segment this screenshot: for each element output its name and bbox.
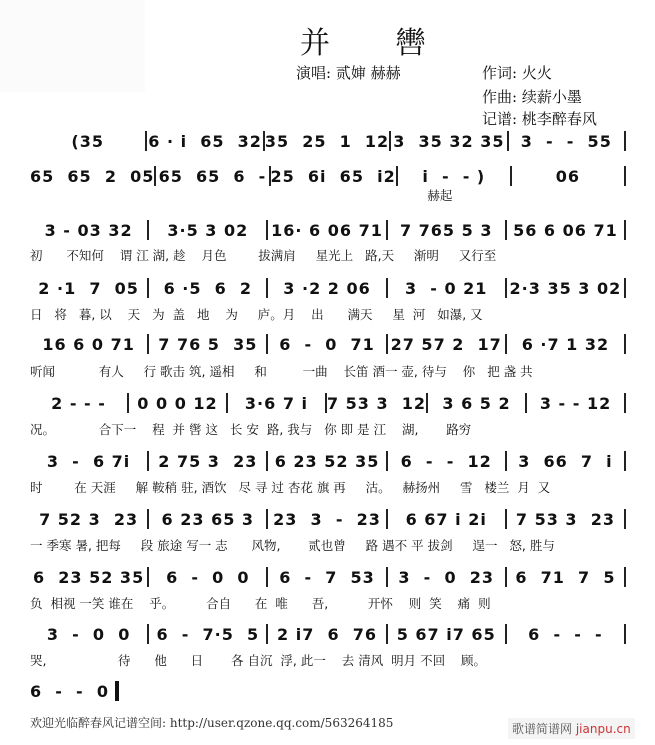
measure: 6 71 7 5 (515, 567, 616, 587)
measure: 56 6 06 71 (513, 220, 618, 240)
measure: 23 3 - 23 (273, 509, 381, 529)
measure: 6 · i 65 32 (148, 131, 262, 151)
barline (624, 451, 626, 471)
watermark-cn: 歌谱简谱网 (512, 722, 573, 736)
measure: 2 - - - (51, 393, 106, 413)
measure: 6 23 52 35 (32, 567, 145, 587)
lyricist-credit: 作词: 火火 (482, 64, 552, 82)
barline (624, 334, 626, 354)
measure: 3 35 32 35 (393, 131, 505, 151)
measure: 7 53 3 23 (515, 509, 615, 529)
measure: i - - ) (422, 166, 486, 186)
notation-row (30, 392, 626, 414)
lyrics-line: 一 季寒 暑, 把每 段 旅途 写一 志 风物, 贰也曾 路 遇不 平 拔剑 逞一 怒, 胜与 (30, 538, 555, 553)
measure: 16 6 0 71 (42, 334, 135, 354)
measure: 3 66 7 i (518, 451, 613, 471)
measure: 7 53 3 12 (326, 393, 427, 413)
notation-row (30, 508, 626, 530)
notation-row (30, 566, 626, 588)
measure: 16· 6 06 71 (271, 220, 383, 240)
measure: 7 52 3 23 (39, 509, 139, 529)
barline (624, 567, 626, 587)
measure: 3 ·2 2 06 (283, 278, 371, 298)
notation-row (30, 165, 626, 187)
measure: 2 i7 6 76 (277, 624, 377, 644)
lyrics-line: 况。 合下一 程 并 辔 这 长 安 路, 我与 你 即 是 江 湖, 路穷 (30, 422, 472, 437)
lyrics-line: 哭, 待 他 日 各 自沉 浮, 此一 去 清风 明月 不回 顾。 (30, 653, 487, 668)
measure: 65 65 6 - (158, 166, 267, 186)
measure: 6 23 65 3 (161, 509, 255, 529)
measure: 6 ·5 6 2 (163, 278, 253, 298)
measure: 6 - - 0 (30, 681, 109, 701)
measure: 6 - 7·5 5 (156, 624, 260, 644)
singer-credit: 演唱: 贰婶 赫赫 (296, 64, 401, 82)
barline (624, 131, 626, 151)
measure: 6 ·7 1 32 (521, 334, 610, 354)
lyrics-line: 初 不知何 谓 江 湖, 趁 月色 拔满肩 星光上 路,天 渐明 又行至 (30, 248, 497, 263)
measure: 65 65 2 05 (30, 166, 155, 186)
footer-link[interactable]: 欢迎光临醉春风记谱空间: http://user.qzone.qq.com/563264185 (30, 716, 394, 730)
measure: 3 - - 12 (539, 393, 612, 413)
measure: 3 - 03 32 (44, 220, 133, 240)
notation-row (30, 623, 626, 645)
measure: 5 67 i7 65 (396, 624, 496, 644)
measure: 6 - 0 71 (279, 334, 375, 354)
transcriber-credit: 记谱: 桃李醉春风 (482, 110, 597, 128)
final-barline (115, 681, 119, 701)
measure: 06 (555, 166, 581, 186)
measure: 6 23 52 35 (274, 451, 380, 471)
measure: 3 6 5 2 (442, 393, 511, 413)
barline (624, 393, 626, 413)
composer-credit: 作曲: 续薪小墨 (482, 88, 582, 106)
measure: 7 765 5 3 (399, 220, 493, 240)
barline (624, 624, 626, 644)
measure: (35 (71, 131, 104, 151)
measure: 3 - 6 7i (46, 451, 131, 471)
barline (624, 278, 626, 298)
measure: 27 57 2 17 (390, 334, 502, 354)
measure: 6 - - - (528, 624, 603, 644)
measure: 35 25 1 12 (264, 131, 390, 151)
measure: 3 - 0 0 (46, 624, 131, 644)
blank-area (0, 0, 145, 92)
notation-row (30, 680, 119, 702)
lyrics-line: 赫起 (30, 188, 453, 203)
measure: 6 - - 12 (400, 451, 492, 471)
measure: 6 67 i 2i (405, 509, 487, 529)
measure: 6 - 0 0 (166, 567, 250, 587)
measure: 6 - 7 53 (279, 567, 375, 587)
measure: 0 0 0 12 (137, 393, 218, 413)
measure: 3 - 0 21 (404, 278, 488, 298)
measure: 25 6i 65 i2 (270, 166, 396, 186)
barline (624, 166, 626, 186)
measure: 3 - 0 23 (398, 567, 494, 587)
lyrics-line: 听闻 有人 行 歌击 筑, 遥相 和 一曲 长笛 酒一 壶, 待与 你 把 盏 共 (30, 364, 533, 379)
notation-row (30, 219, 626, 241)
measure: 3·6 7 i (244, 393, 309, 413)
lyrics-line: 负 相视 一笑 谁在 乎。 合自 在 唯 吾, 开怀 则 笑 痛 则 (30, 596, 491, 611)
measure: 2 ·1 7 05 (38, 278, 139, 298)
notation-row (30, 333, 626, 355)
lyrics-line: 日 将 暮, 以 天 为 盖 地 为 庐。月 出 满天 星 河 如瀑, 又 (30, 307, 483, 322)
notation-row (30, 450, 626, 472)
measure: 3·5 3 02 (167, 220, 249, 240)
watermark (508, 718, 635, 739)
barline (624, 509, 626, 529)
measure: 2 75 3 23 (158, 451, 258, 471)
lyrics-line: 时 在 天涯 解 鞍稍 驻, 酒饮 尽 寻 过 杏花 旗 再 沽。 赫扬州 雪 楼兰 月 又 (30, 480, 551, 495)
song-title: 并 轡 (300, 26, 454, 61)
notation-row (30, 130, 626, 152)
notation-row (30, 277, 626, 299)
measure: 2·3 35 3 02 (509, 278, 622, 298)
barline (624, 220, 626, 240)
measure: 3 - - 55 (520, 131, 612, 151)
measure: 7 76 5 35 (158, 334, 258, 354)
watermark-en: jianpu.cn (575, 722, 631, 736)
